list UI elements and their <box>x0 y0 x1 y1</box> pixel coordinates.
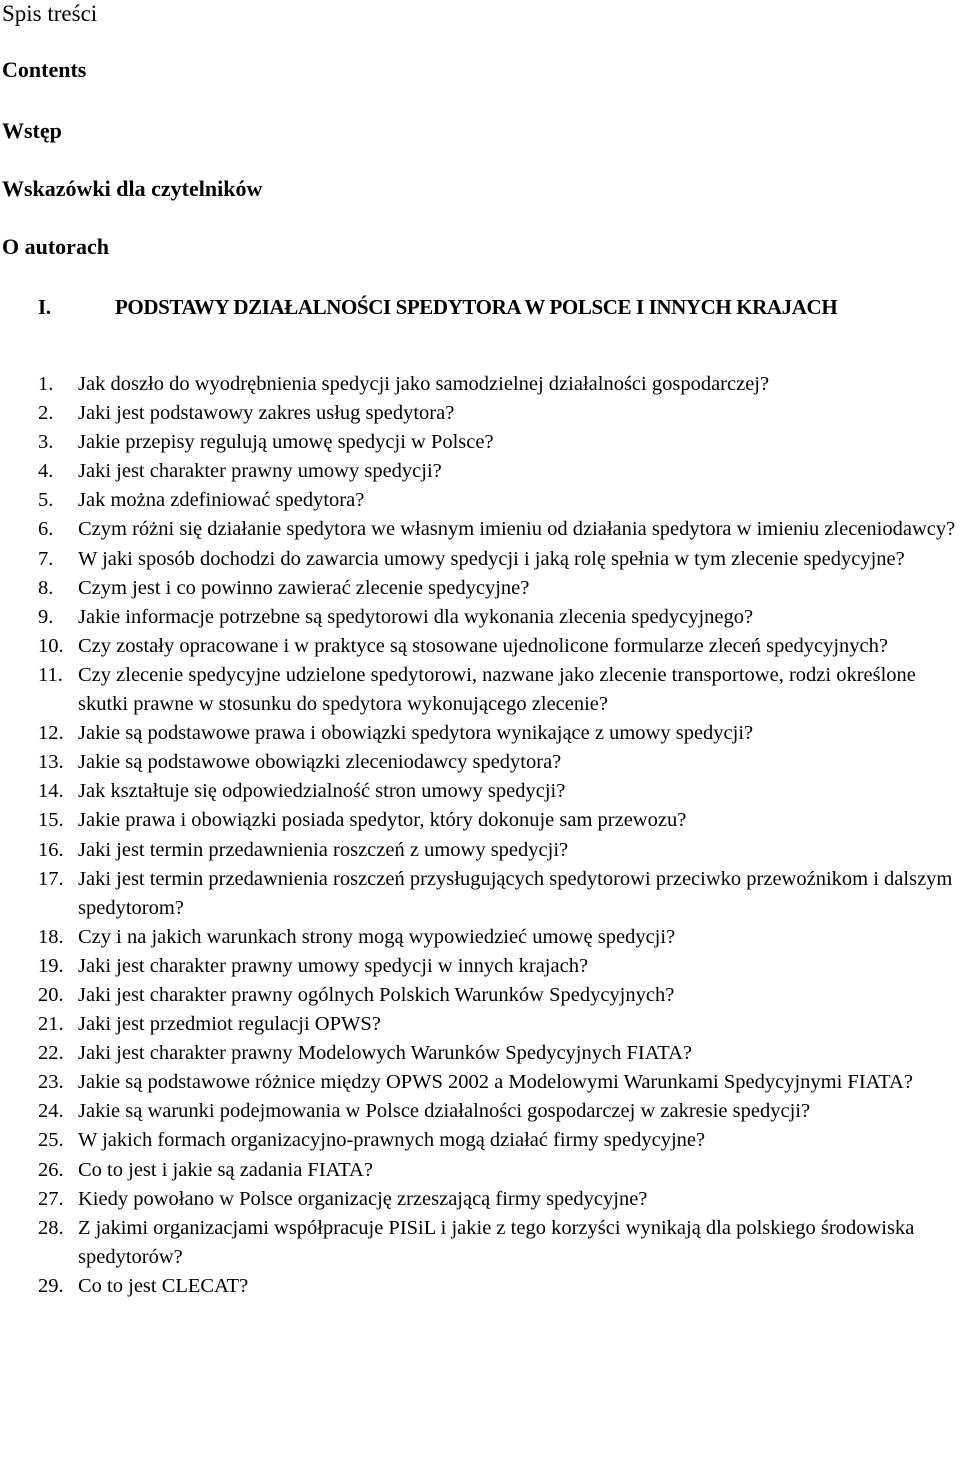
list-item <box>38 1039 960 1068</box>
question-text: Czym jest i co powinno zawierać zlecenie spedycyjne? <box>78 576 530 599</box>
list-item <box>38 574 960 603</box>
list-item <box>38 457 960 486</box>
list-item <box>38 923 960 952</box>
list-item <box>38 603 960 632</box>
question-number: 16. <box>38 838 64 861</box>
question-text: Jaki jest podstawowy zakres usług spedytora? <box>78 402 455 425</box>
question-text: Jak doszło do wyodrębnienia spedycji jako samodzielnej działalności gospodarczej? <box>78 373 770 395</box>
list-item <box>38 865 960 923</box>
list-item <box>38 1126 960 1155</box>
question-text: Jakie są warunki podejmowania w Polsce działalności gospodarczej w zakresie spedycji? <box>78 1100 811 1123</box>
question-number: 17. <box>38 867 64 890</box>
question-number: 4. <box>38 460 54 483</box>
question-text: Z jakimi organizacjami współpracuje PISiL i jakie z tego korzyści wynikają dla polskiego środowiska spedytorów? <box>78 1216 915 1268</box>
question-text: Jakie są podstawowe prawa i obowiązki spedytora wynikające z umowy spedycji? <box>78 722 754 745</box>
question-text: Jaki jest charakter prawny Modelowych Warunków Spedycyjnych FIATA? <box>78 1042 693 1065</box>
question-number: 14. <box>38 780 64 803</box>
question-number: 28. <box>38 1216 64 1239</box>
list-item <box>38 1214 960 1272</box>
question-number: 23. <box>38 1071 64 1094</box>
question-number: 15. <box>38 809 64 832</box>
section-number: I. <box>38 295 51 319</box>
question-number: 10. <box>38 634 64 657</box>
question-text: Co to jest CLECAT? <box>78 1274 249 1297</box>
question-list <box>38 370 960 1301</box>
question-text: Jakie prawa i obowiązki posiada spedytor, który dokonuje sam przewozu? <box>78 809 687 832</box>
question-text: Jaki jest termin przedawnienia roszczeń z umowy spedycji? <box>78 838 569 861</box>
list-item <box>38 748 960 777</box>
section-title: PODSTAWY DZIAŁALNOŚCI SPEDYTORA W POLSCE I INNYCH KRAJACH <box>115 295 838 319</box>
question-text: Co to jest i jakie są zadania FIATA? <box>78 1158 373 1181</box>
list-item <box>38 1068 960 1097</box>
question-number: 25. <box>38 1129 64 1152</box>
question-text: Jak kształtuje się odpowiedzialność stron umowy spedycji? <box>78 780 566 803</box>
list-item <box>38 632 960 661</box>
front-item-wstep: Wstęp <box>2 118 62 143</box>
question-number: 2. <box>38 402 54 425</box>
question-text: Jaki jest charakter prawny umowy spedycji? <box>78 460 442 483</box>
question-number: 21. <box>38 1013 64 1036</box>
list-item <box>38 981 960 1010</box>
list-item <box>38 661 960 719</box>
question-number: 1. <box>38 373 54 395</box>
question-text: Jakie informacje potrzebne są spedytorowi dla wykonania zlecenia spedycyjnego? <box>78 605 754 628</box>
question-number: 19. <box>38 954 64 977</box>
list-item <box>38 1185 960 1214</box>
question-number: 22. <box>38 1042 64 1065</box>
front-item-wskazowki: Wskazówki dla czytelników <box>2 176 263 201</box>
question-number: 26. <box>38 1158 64 1181</box>
question-text: Jakie są podstawowe różnice między OPWS 2002 a Modelowymi Warunkami Spedycyjnymi FIATA? <box>78 1071 913 1094</box>
list-item <box>38 428 960 457</box>
list-item <box>38 1010 960 1039</box>
question-text: Czy zostały opracowane i w praktyce są stosowane ujednolicone formularze zleceń spedycyjnych? <box>78 634 889 657</box>
question-number: 18. <box>38 925 64 948</box>
question-text: Jak można zdefiniować spedytora? <box>78 489 365 512</box>
list-item <box>38 515 960 544</box>
front-item-o-autorach: O autorach <box>2 234 109 259</box>
question-number: 7. <box>38 547 54 570</box>
question-number: 27. <box>38 1187 64 1210</box>
list-item <box>38 486 960 515</box>
question-text: Jakie są podstawowe obowiązki zleceniodawcy spedytora? <box>78 751 562 774</box>
list-item <box>38 806 960 835</box>
question-number: 3. <box>38 431 54 454</box>
toc-title: Spis treści <box>2 1 98 26</box>
question-number: 24. <box>38 1100 64 1123</box>
list-item <box>38 1156 960 1185</box>
list-item <box>38 952 960 981</box>
question-number: 11. <box>38 663 63 686</box>
question-number: 8. <box>38 576 54 599</box>
section-heading <box>38 292 938 322</box>
list-item <box>38 836 960 865</box>
question-number: 20. <box>38 983 64 1006</box>
question-text: Kiedy powołano w Polsce organizację zrzeszającą firmy spedycyjne? <box>78 1187 648 1210</box>
question-text: Czy zlecenie spedycyjne udzielone spedytorowi, nazwane jako zlecenie transportowe, rodzi określone skutki prawne w stosunku do spedytora wykonującego zlecenie? <box>78 663 916 716</box>
list-item <box>38 545 960 574</box>
question-number: 29. <box>38 1274 64 1297</box>
question-text: Jaki jest charakter prawny ogólnych Polskich Warunków Spedycyjnych? <box>78 983 675 1006</box>
question-text: Czy i na jakich warunkach strony mogą wypowiedzieć umowę spedycji? <box>78 925 676 948</box>
list-item <box>38 399 960 428</box>
front-item-contents: Contents <box>2 57 87 82</box>
question-text: Jakie przepisy regulują umowę spedycji w Polsce? <box>78 431 494 454</box>
list-item <box>38 1097 960 1126</box>
list-item <box>38 1272 960 1301</box>
list-item <box>38 719 960 748</box>
question-text: Jaki jest przedmiot regulacji OPWS? <box>78 1013 381 1036</box>
question-text: W jakich formach organizacyjno-prawnych mogą działać firmy spedycyjne? <box>78 1129 706 1152</box>
list-item <box>38 777 960 806</box>
question-number: 6. <box>38 518 54 541</box>
question-text: Jaki jest termin przedawnienia roszczeń przysługujących spedytorowi przeciwko przewoźnikom i dalszym spedytorom? <box>78 867 953 919</box>
question-text: W jaki sposób dochodzi do zawarcia umowy spedycji i jaką rolę spełnia w tym zlecenie spedycyjne? <box>78 547 905 570</box>
question-number: 5. <box>38 489 54 512</box>
question-number: 9. <box>38 605 54 628</box>
list-item <box>38 370 960 399</box>
question-number: 13. <box>38 751 64 774</box>
question-text: Jaki jest charakter prawny umowy spedycji w innych krajach? <box>78 954 589 977</box>
question-number: 12. <box>38 722 64 745</box>
question-text: Czym różni się działanie spedytora we własnym imieniu od działania spedytora w imieniu zleceniodawcy? <box>78 518 956 541</box>
